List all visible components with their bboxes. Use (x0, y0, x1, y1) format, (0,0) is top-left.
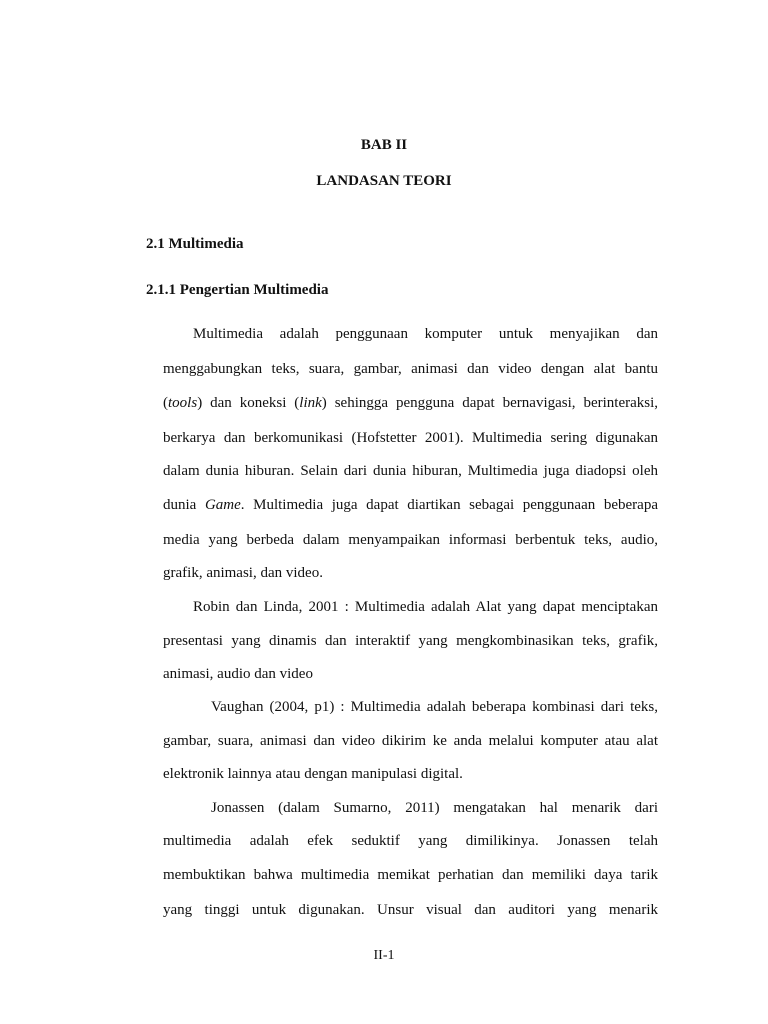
paragraph-line: animasi, audio dan video (163, 666, 313, 682)
paragraph-line: yang tinggi untuk digunakan. Unsur visual dan auditori yang menarik (163, 902, 658, 918)
paragraph-line: presentasi yang dinamis dan interaktif yang mengkombinasikan teks, grafik, (163, 633, 658, 649)
text-run: dunia (163, 497, 205, 513)
italic-term-tools: tools (168, 395, 198, 411)
paragraph-line: menggabungkan teks, suara, gambar, animasi dan video dengan alat bantu (163, 361, 658, 377)
text-run: ) dan koneksi ( (197, 395, 300, 411)
chapter-title: LANDASAN TEORI (316, 173, 452, 189)
italic-term-game: Game (204, 497, 241, 513)
paragraph-line: multimedia adalah efek seduktif yang dimilikinya. Jonassen telah (163, 833, 658, 849)
paragraph-line: media yang berbeda dalam menyampaikan informasi berbentuk teks, audio, (163, 532, 658, 548)
text-run: ) sehingga pengguna dapat bernavigasi, berinteraksi, (321, 395, 659, 411)
paragraph-line: Robin dan Linda, 2001 : Multimedia adalah Alat yang dapat menciptakan (193, 599, 658, 615)
paragraph-line: Vaughan (2004, p1) : Multimedia adalah beberapa kombinasi dari teks, (211, 699, 658, 715)
paragraph-line (163, 394, 658, 412)
text-run: ( (163, 395, 168, 411)
paragraph-line: gambar, suara, animasi dan video dikirim ke anda melalui komputer atau alat (163, 733, 658, 749)
paragraph-line: grafik, animasi, dan video. (163, 565, 323, 581)
paragraph-line: Jonassen (dalam Sumarno, 2011) mengatakan hal menarik dari (211, 800, 658, 816)
paragraph-line: dalam dunia hiburan. Selain dari dunia hiburan, Multimedia juga diadopsi oleh (163, 463, 658, 479)
italic-term-link: link (299, 395, 322, 411)
paragraph-line: berkarya dan berkomunikasi (Hofstetter 2001). Multimedia sering digunakan (163, 430, 658, 446)
subsection-heading: 2.1.1 Pengertian Multimedia (146, 282, 329, 298)
paragraph-line: elektronik lainnya atau dengan manipulasi digital. (163, 766, 463, 782)
text-run: . Multimedia juga dapat diartikan sebagai penggunaan beberapa (240, 497, 658, 513)
paragraph-line (163, 496, 658, 514)
chapter-number: BAB II (360, 137, 408, 153)
paragraph-line: Multimedia adalah penggunaan komputer untuk menyajikan dan (193, 326, 658, 342)
paragraph-line: membuktikan bahwa multimedia memikat perhatian dan memiliki daya tarik (163, 867, 658, 883)
page-number: II-1 (373, 948, 395, 963)
section-heading: 2.1 Multimedia (146, 236, 244, 252)
